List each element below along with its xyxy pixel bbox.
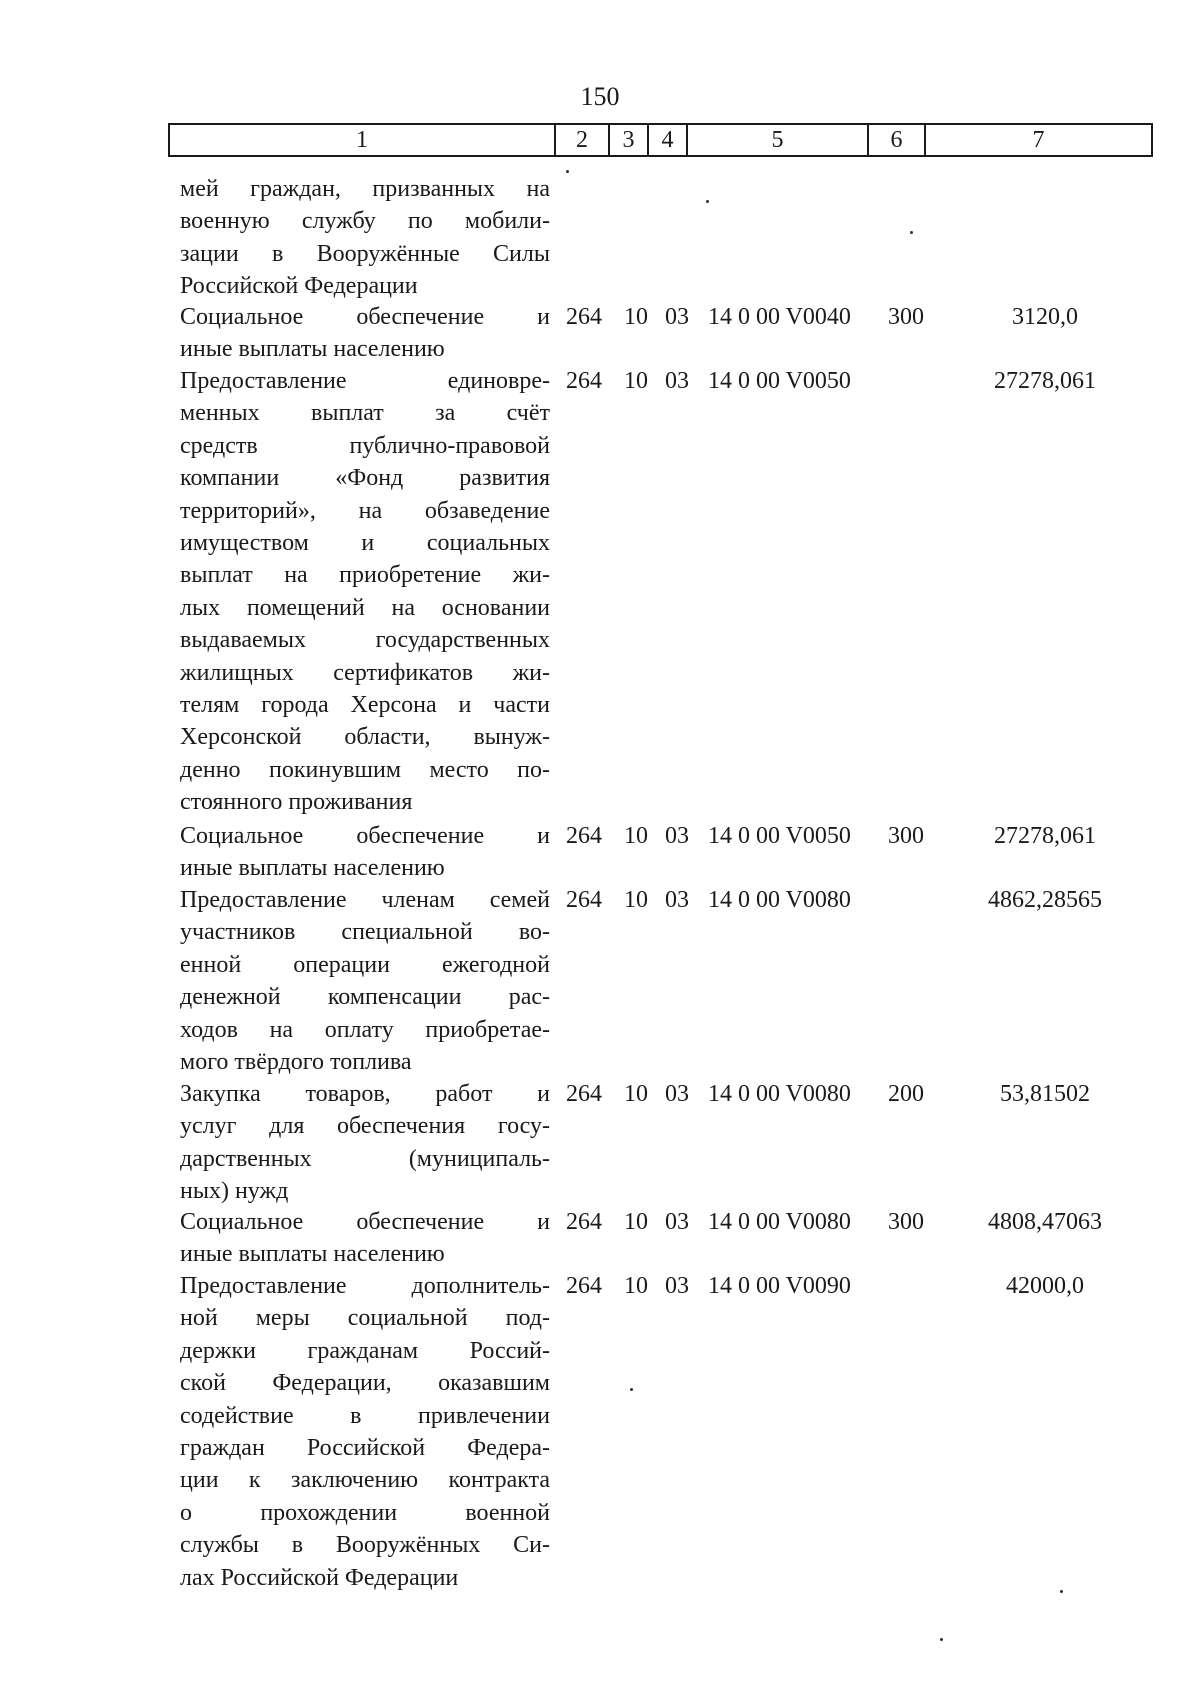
description-line: имуществом и социальных: [180, 530, 550, 557]
description-line: ных) нужд: [180, 1178, 289, 1205]
description-line: о прохождении военной: [180, 1499, 550, 1526]
description-line: ции к заключению контракта: [180, 1467, 550, 1494]
amount: 4808,47063: [988, 1209, 1102, 1235]
target-article-code: 14 0 00 V0080: [708, 1209, 851, 1235]
amount: 53,81502: [1000, 1081, 1090, 1107]
description-line: Закупка товаров, работ и: [180, 1081, 550, 1107]
target-article-code: 14 0 00 V0050: [708, 368, 851, 394]
target-article-code: 14 0 00 V0040: [708, 304, 851, 330]
section-code: 10: [624, 1081, 648, 1107]
description-line: зации в Вооружённые Силы: [180, 240, 550, 267]
expense-type-code: 300: [888, 304, 924, 330]
description-line: услуг для обеспечения госу-: [180, 1113, 550, 1140]
description-line: жилищных сертификатов жи-: [180, 659, 550, 686]
subsection-code: 03: [665, 1209, 689, 1235]
scan-speck: [566, 170, 569, 173]
description-line: граждан Российской Федера-: [180, 1435, 550, 1462]
description-line: выплат на приобретение жи-: [180, 562, 550, 589]
description-line: стоянного проживания: [180, 789, 413, 816]
header-col-1: 1: [356, 127, 368, 153]
description-line: участников специальной во-: [180, 919, 550, 946]
subsection-code: 03: [665, 887, 689, 913]
scan-speck: [706, 200, 709, 203]
subsection-code: 03: [665, 823, 689, 849]
row-description: [180, 1078, 550, 1208]
description-line: выдаваемых государственных: [180, 627, 550, 654]
header-col-3: 3: [608, 125, 647, 155]
ministry-code: 264: [566, 1081, 602, 1107]
description-line: менных выплат за счёт: [180, 400, 550, 427]
section-code: 10: [624, 1209, 648, 1235]
description-line: дарственных (муниципаль-: [180, 1145, 550, 1172]
description-line: мого твёрдого топлива: [180, 1049, 412, 1076]
description-line: Социальное обеспечение и: [180, 823, 550, 849]
subsection-code: 03: [665, 1081, 689, 1107]
description-line: содействие в привлечении: [180, 1402, 550, 1429]
amount: 27278,061: [994, 368, 1096, 394]
description-line: ной меры социальной под-: [180, 1305, 550, 1332]
target-article-code: 14 0 00 V0050: [708, 823, 851, 849]
section-code: 10: [624, 887, 648, 913]
description-line: военную службу по мобили-: [180, 208, 550, 235]
description-line: средств публично-правовой: [180, 432, 550, 459]
amount: 27278,061: [994, 823, 1096, 849]
ministry-code: 264: [566, 823, 602, 849]
description-line: иные выплаты населению: [180, 855, 445, 882]
page-number: 150: [580, 82, 620, 111]
header-col-2: 2: [554, 125, 608, 155]
subsection-code: 03: [665, 1273, 689, 1299]
ministry-code: 264: [566, 1273, 602, 1299]
description-line: енной операции ежегодной: [180, 951, 550, 978]
amount: 3120,0: [1012, 304, 1078, 330]
description-line: Херсонской области, вынуж-: [180, 724, 550, 751]
expense-type-code: 200: [888, 1081, 924, 1107]
description-line: телям города Херсона и части: [180, 692, 550, 719]
description-line: компании «Фонд развития: [180, 465, 550, 492]
scan-speck: [910, 231, 913, 234]
row-description: [180, 820, 550, 885]
ministry-code: 264: [566, 304, 602, 330]
description-line: территорий», на обзаведение: [180, 497, 550, 524]
description-line: иные выплаты населению: [180, 336, 445, 363]
header-col-7: 7: [924, 125, 1151, 155]
description-line: Предоставление единовре-: [180, 368, 550, 394]
row-description: [180, 365, 550, 819]
target-article-code: 14 0 00 V0080: [708, 1081, 851, 1107]
scan-speck: [1060, 1590, 1063, 1593]
section-code: 10: [624, 1273, 648, 1299]
header-col-5: 5: [686, 125, 867, 155]
row-description: [180, 1206, 550, 1271]
expense-type-code: 300: [888, 1209, 924, 1235]
section-code: 10: [624, 304, 648, 330]
description-line: службы в Вооружённых Си-: [180, 1532, 550, 1559]
description-line: лых помещений на основании: [180, 594, 550, 621]
row-description: [180, 301, 550, 366]
description-line: лах Российской Федерации: [180, 1564, 459, 1591]
scan-speck: [940, 1638, 943, 1641]
target-article-code: 14 0 00 V0090: [708, 1273, 851, 1299]
description-line: Социальное обеспечение и: [180, 1209, 550, 1235]
description-line: Предоставление дополнитель-: [180, 1273, 550, 1299]
table-header: [168, 123, 1153, 157]
description-line: иные выплаты населению: [180, 1241, 445, 1268]
header-col-6: 6: [867, 125, 924, 155]
row-description: [180, 1270, 550, 1594]
expense-type-code: 300: [888, 823, 924, 849]
scan-speck: [630, 1388, 633, 1391]
target-article-code: 14 0 00 V0080: [708, 887, 851, 913]
description-line: денежной компенсации рас-: [180, 984, 550, 1011]
description-line: Социальное обеспечение и: [180, 304, 550, 330]
row-description: [180, 884, 550, 1078]
subsection-code: 03: [665, 368, 689, 394]
description-line: ходов на оплату приобретае-: [180, 1016, 550, 1043]
description-line: денно покинувшим место по-: [180, 756, 550, 783]
description-line: мей граждан, призванных на: [180, 176, 550, 202]
ministry-code: 264: [566, 368, 602, 394]
amount: 4862,28565: [988, 887, 1102, 913]
header-col-4: 4: [647, 125, 686, 155]
row-description: [180, 173, 550, 303]
amount: 42000,0: [1006, 1273, 1084, 1299]
section-code: 10: [624, 368, 648, 394]
subsection-code: 03: [665, 304, 689, 330]
description-line: Российской Федерации: [180, 273, 418, 300]
description-line: Предоставление членам семей: [180, 887, 550, 913]
description-line: ской Федерации, оказавшим: [180, 1370, 550, 1397]
description-line: держки гражданам Россий-: [180, 1337, 550, 1364]
section-code: 10: [624, 823, 648, 849]
ministry-code: 264: [566, 887, 602, 913]
ministry-code: 264: [566, 1209, 602, 1235]
